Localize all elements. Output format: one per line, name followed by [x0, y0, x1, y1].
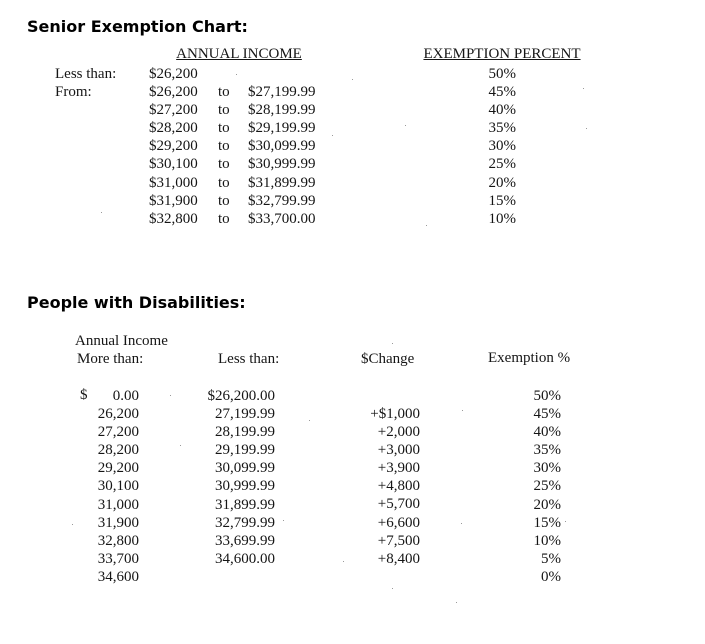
senior-from-cell: $27,200 [149, 102, 198, 119]
dollar-sign: $ [80, 387, 88, 403]
cell: 33,700 [97, 550, 139, 567]
speck [236, 74, 237, 75]
senior-to-word: to [218, 210, 230, 227]
less-than-label: Less than: [55, 66, 117, 82]
cell: 35% [533, 442, 561, 459]
cell: 40% [533, 424, 561, 441]
cell: 32,800 [97, 532, 139, 549]
senior-to-cell: $30,999.99 [248, 156, 316, 173]
cell: 26,200 [97, 406, 139, 423]
speck [586, 128, 587, 129]
cell: 32,799.99 [215, 514, 275, 531]
change-column [350, 405, 420, 568]
change-header: $Change [361, 351, 415, 367]
senior-percent-cell: 35% [488, 120, 516, 137]
speck [462, 410, 463, 411]
speck [392, 343, 393, 344]
cell: $26,200.00 [207, 388, 275, 404]
more-than-label: More than: [77, 351, 144, 367]
senior-percent-column [466, 65, 516, 228]
less-than-header: Less than: [218, 351, 280, 367]
cell: +$1,000 [370, 406, 420, 422]
cell: +2,000 [377, 424, 420, 441]
annual-income-label: Annual Income [75, 333, 168, 349]
cell: 45% [533, 406, 561, 423]
senior-to-word: to [218, 156, 230, 173]
senior-to-cell [248, 65, 328, 83]
cell: 30,999.99 [215, 478, 275, 495]
speck [456, 602, 457, 603]
cell: 27,200 [97, 424, 139, 441]
cell: +4,800 [377, 478, 420, 495]
senior-percent-cell: 15% [488, 192, 516, 209]
cell: +3,900 [377, 460, 420, 477]
speck [309, 420, 310, 421]
from-label: From: [55, 84, 92, 100]
senior-to-cell: $29,199.99 [248, 120, 316, 137]
senior-to-word: to [218, 138, 230, 155]
cell: 30% [533, 460, 561, 477]
cell: 31,899.99 [215, 496, 275, 513]
speck [180, 445, 181, 446]
senior-percent-cell: 10% [488, 210, 516, 227]
speck [426, 225, 427, 226]
senior-to-word: to [218, 84, 230, 101]
senior-to-cell: $30,099.99 [248, 138, 316, 155]
senior-to-word: to [218, 120, 230, 137]
more-than-column [86, 387, 139, 586]
senior-from-column [149, 65, 209, 228]
annual-income-header: ANNUAL INCOME [176, 46, 302, 62]
senior-heading: Senior Exemption Chart: [27, 17, 248, 36]
senior-percent-cell: 40% [488, 102, 516, 119]
cell: 34,600.00 [215, 550, 275, 567]
speck [283, 520, 284, 521]
speck [101, 212, 102, 213]
cell: 0% [541, 568, 561, 585]
cell: +5,700 [377, 496, 420, 513]
cell: 30,100 [97, 478, 139, 495]
cell: 50% [533, 388, 561, 404]
senior-to-column [218, 65, 238, 228]
speck [405, 125, 406, 126]
cell: 28,199.99 [215, 424, 275, 441]
senior-to-word: to [218, 174, 230, 191]
senior-percent-cell: 45% [488, 84, 516, 101]
cell: 27,199.99 [215, 406, 275, 423]
speck [352, 79, 353, 80]
cell: 34,600 [97, 568, 139, 585]
senior-upper-column [248, 65, 328, 228]
speck [343, 561, 344, 562]
speck [332, 135, 333, 136]
senior-percent-cell: 30% [488, 138, 516, 155]
speck [72, 524, 73, 525]
exemption-header: Exemption % [488, 350, 571, 366]
cell: 25% [533, 478, 561, 495]
speck [461, 523, 462, 524]
senior-to-cell: $31,899.99 [248, 174, 316, 191]
speck [392, 588, 393, 589]
speck [565, 521, 566, 522]
cell: +3,000 [377, 442, 420, 459]
cell: 15% [533, 514, 561, 531]
cell: 0.00 [112, 388, 139, 404]
cell: 20% [533, 496, 561, 513]
senior-from-cell: $28,200 [149, 120, 198, 137]
speck [170, 395, 171, 396]
senior-from-cell: $30,100 [149, 156, 198, 173]
exemption-column [500, 387, 561, 586]
exemption-percent-header: EXEMPTION PERCENT [423, 46, 581, 62]
senior-from-cell: $31,000 [149, 174, 198, 191]
senior-percent-cell: 50% [488, 66, 516, 82]
senior-from-cell: $26,200 [149, 66, 198, 82]
cell: 31,900 [97, 514, 139, 531]
senior-percent-cell: 25% [488, 156, 516, 173]
cell: 29,200 [97, 460, 139, 477]
senior-to-word: to [218, 192, 230, 209]
senior-from-cell: $26,200 [149, 84, 198, 101]
cell: 33,699.99 [215, 532, 275, 549]
senior-to-cell: $27,199.99 [248, 84, 316, 101]
senior-from-cell: $31,900 [149, 192, 198, 209]
senior-to-cell: $28,199.99 [248, 102, 316, 119]
senior-to-word: to [218, 102, 230, 119]
senior-from-cell: $32,800 [149, 210, 198, 227]
cell: 5% [541, 550, 561, 567]
cell: 28,200 [97, 442, 139, 459]
senior-to-cell: $33,700.00 [248, 210, 316, 227]
senior-to-word [218, 65, 238, 83]
cell: +8,400 [377, 550, 420, 567]
cell: 29,199.99 [215, 442, 275, 459]
senior-to-cell: $32,799.99 [248, 192, 316, 209]
cell: +7,500 [377, 532, 420, 549]
speck [583, 88, 584, 89]
disabilities-heading: People with Disabilities: [27, 293, 246, 312]
senior-percent-cell: 20% [488, 174, 516, 191]
cell: 10% [533, 532, 561, 549]
less-than-column [190, 387, 275, 568]
cell: +6,600 [377, 514, 420, 531]
cell: 31,000 [97, 496, 139, 513]
cell: 30,099.99 [215, 460, 275, 477]
senior-from-cell: $29,200 [149, 138, 198, 155]
